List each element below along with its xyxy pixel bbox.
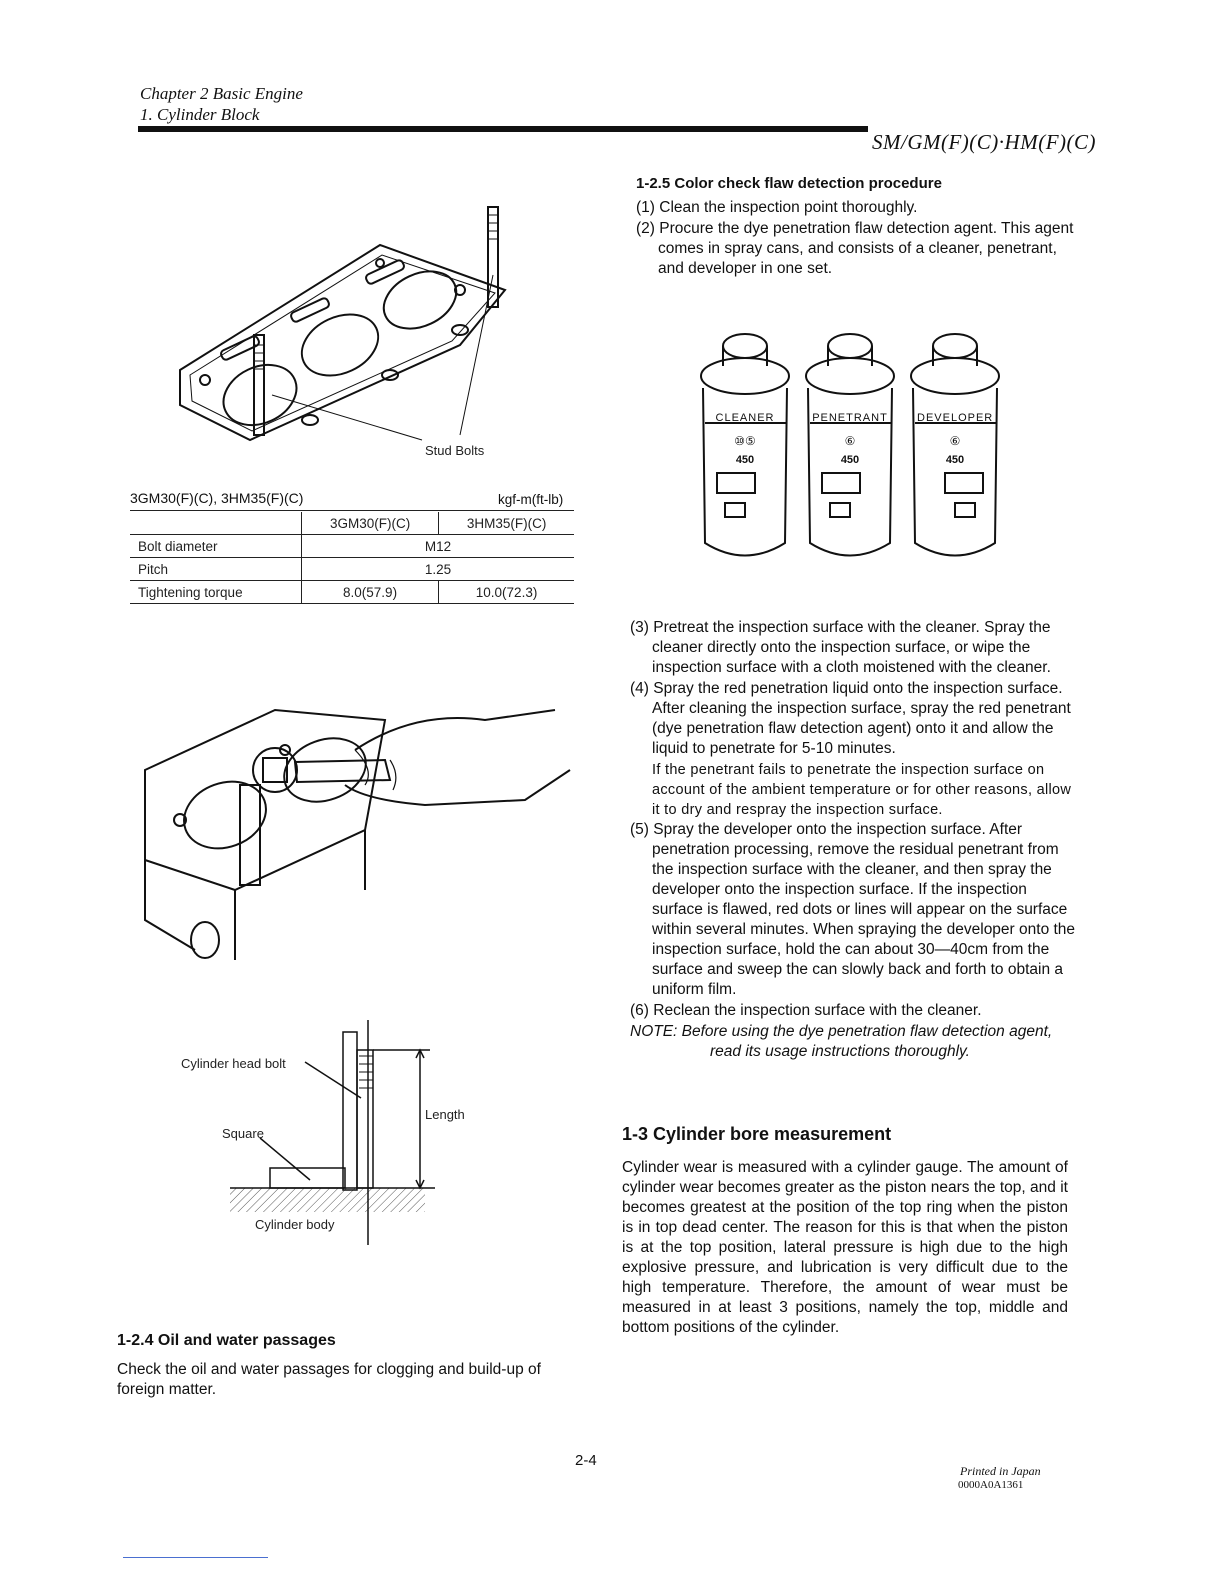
table-row: Bolt diameter M12 xyxy=(130,535,574,558)
step-5: (5) Spray the developer onto the inspection surface. After penetration processing, remove the residual penetrant from the inspection surface with the cleaner, and then spray the developer onto the inspection surface. If the inspection surface is flawed, red dots or lines will appear on the surface within several minutes. When spraying the developer onto the inspection surface, hold the can about 30—40cm from the surface and sweep the can slowly back and forth to obtain a uniform film. xyxy=(630,821,1076,998)
can-penetrant-label: PENETRANT xyxy=(812,412,888,424)
table-row: Pitch 1.25 xyxy=(130,558,574,581)
step-4: (4) Spray the red penetration liquid onto the inspection surface. After cleaning the inspection surface, spray the red penetrant (dye penetration flaw detection agent) onto it and allow the liquid to penetrate for 5-10 minutes. xyxy=(630,680,1071,757)
can-penetrant-size: 450 xyxy=(840,454,860,466)
table-row: Tightening torque 8.0(57.9) 10.0(72.3) xyxy=(130,581,574,604)
section-124-text: Check the oil and water passages for clogging and build-up of foreign matter. xyxy=(117,1361,541,1398)
step-6: (6) Reclean the inspection surface with the cleaner. xyxy=(630,1002,982,1019)
wrench-head xyxy=(253,748,297,792)
square-label: Square xyxy=(222,1126,264,1141)
col-header-3gm: 3GM30(F)(C) xyxy=(302,512,439,535)
cylinder-body-hatch xyxy=(230,1188,425,1212)
bore-2 xyxy=(292,303,388,388)
chapter-title: Chapter 2 Basic Engine xyxy=(140,84,303,103)
can-cleaner-code: ⑩⑤ xyxy=(734,434,756,448)
table-caption: 3GM30(F)(C), 3HM35(F)(C) xyxy=(130,490,304,506)
cylinder-head-bolt xyxy=(240,785,260,885)
can-developer-label: DEVELOPER xyxy=(917,412,994,424)
can-developer-code: ⑥ xyxy=(949,434,961,448)
cylinder-body-label: Cylinder body xyxy=(255,1217,335,1232)
torque-table xyxy=(130,512,574,604)
section-125-steps-b xyxy=(630,618,1078,1062)
note: NOTE: Before using the dye penetration flaw detection agent, read its usage instructions thoroughly. xyxy=(630,1023,1053,1060)
stud-bolt-left xyxy=(254,335,264,435)
col-header-3hm: 3HM35(F)(C) xyxy=(466,515,547,531)
can-developer-size: 450 xyxy=(945,454,965,466)
length-label: Length xyxy=(425,1107,465,1122)
cylinder-head-bolt-label: Cylinder head bolt xyxy=(181,1056,286,1071)
footer-link-rule xyxy=(123,1557,268,1558)
page-number: 2-4 xyxy=(575,1452,597,1469)
section-13-title: 1-3 Cylinder bore measurement xyxy=(622,1124,892,1144)
can-cleaner-label: CLEANER xyxy=(715,412,775,424)
stud-bolts-label: Stud Bolts xyxy=(425,443,485,458)
section-124-title: 1-2.4 Oil and water passages xyxy=(117,1332,336,1349)
step-1: (1) Clean the inspection point thoroughly. xyxy=(636,199,918,216)
section-125-steps-a xyxy=(636,198,1082,280)
cylinder-head-bolt-shape xyxy=(343,1032,357,1190)
step-3: (3) Pretreat the inspection surface with the cleaner. Spray the cleaner directly onto the inspection surface, or wipe the inspection surface with a cloth moistened with the cleaner. xyxy=(630,619,1051,676)
can-penetrant-code: ⑥ xyxy=(844,434,856,448)
square-leader xyxy=(260,1138,310,1180)
section-125-title: 1-2.5 Color check flaw detection procedure xyxy=(636,175,942,192)
step-2: (2) Procure the dye penetration flaw detection agent. This agent comes in spray cans, and consists of a cleaner, penetrant, and developer in one set. xyxy=(636,220,1074,277)
table-unit: kgf-m(ft-lb) xyxy=(498,492,564,507)
can-cleaner-size: 450 xyxy=(735,454,755,466)
step-4-extra: If the penetrant fails to penetrate the inspection surface on account of the ambient temperature or for other reasons, allow it to dry and respray the inspection surface. xyxy=(652,762,1072,818)
gasket-outline xyxy=(180,245,505,440)
model-list: SM/GM(F)(C)·HM(F)(C) xyxy=(872,130,1097,154)
printed-in: Printed in Japan xyxy=(960,1464,1041,1478)
section-13-text: Cylinder wear is measured with a cylinder gauge. The amount of cylinder wear becomes greater as the piston nears the top, and it becomes greatest at the position of the top ring when the piston is in top dead center. The reason for this is that when the piston is at the top position, lateral pressure is high due to the high explosive pressure, and lubrication is very difficult due to the high temperature. Therefore, the amount of wear must be measured in at least 3 positions, namely the top, middle and bottom positions of the cylinder. xyxy=(622,1159,1068,1336)
header-rule xyxy=(138,126,868,132)
section-title: 1. Cylinder Block xyxy=(140,105,260,124)
gasket-illustration xyxy=(160,195,540,465)
wrench-illustration xyxy=(125,690,575,990)
doc-code: 0000A0A1361 xyxy=(958,1479,1024,1491)
bolt-leader xyxy=(305,1062,361,1098)
bore-1 xyxy=(214,354,307,437)
